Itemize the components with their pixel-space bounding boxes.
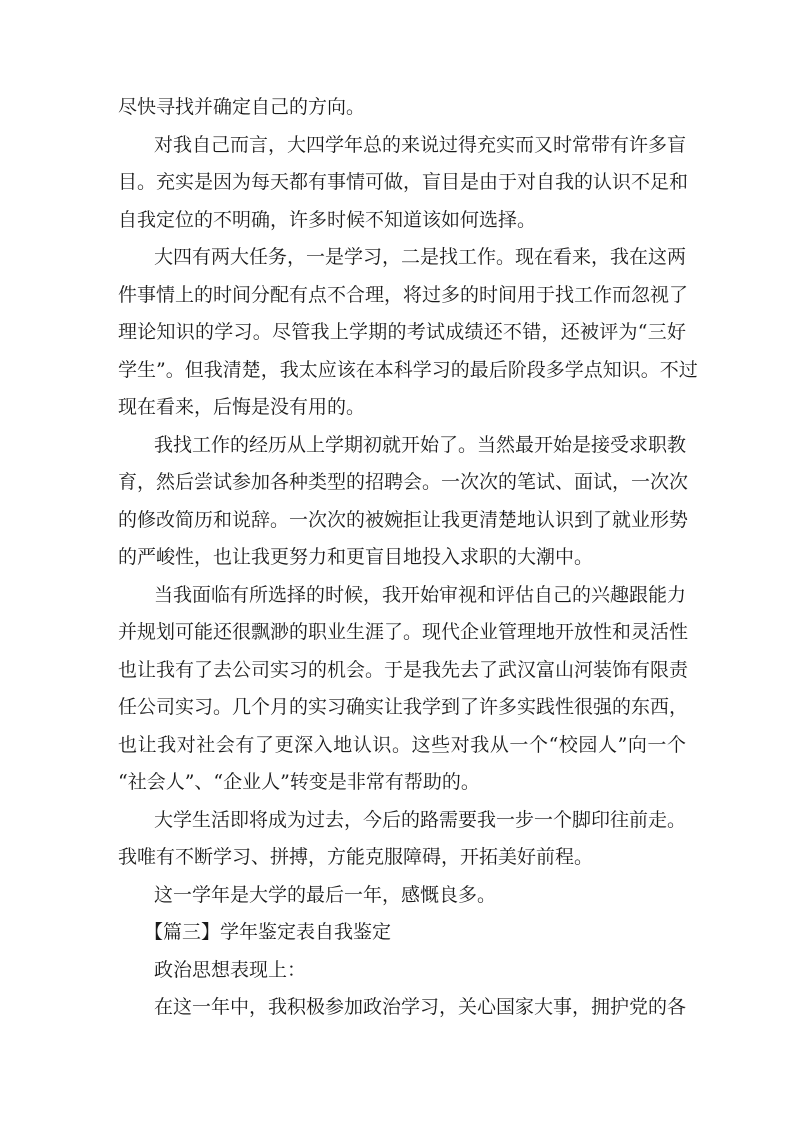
- paragraph-line: 尽快寻找并确定自己的方向。: [118, 96, 366, 118]
- paragraph-line: 理论知识的学习。尽管我上学期的考试成绩还不错，还被评为“三好: [118, 321, 686, 343]
- paragraph-line: 这一学年是大学的最后一年，感慨良多。: [154, 883, 497, 906]
- document-body: [118, 89, 698, 1027]
- paragraph-line: 大四有两大任务，一是学习，二是找工作。现在看来，我在这两: [154, 246, 687, 268]
- paragraph-line: 任公司实习。几个月的实习确实让我学到了许多实践性很强的东西，: [118, 696, 689, 718]
- paragraph-line: 对我自己而言，大四学年总的来说过得充实而又时常带有许多盲: [154, 133, 687, 156]
- paragraph-line: 我唯有不断学习、拼搏，方能克服障碍，开拓美好前程。: [118, 846, 594, 868]
- paragraph-line: 的修改简历和说辞。一次次的被婉拒让我更清楚地认识到了就业形势: [118, 508, 689, 531]
- paragraph-line: 大学生活即将成为过去，今后的路需要我一步一个脚印往前走。: [154, 808, 687, 831]
- paragraph-line: 的严峻性，也让我更努力和更盲目地投入求职的大潮中。: [118, 546, 594, 568]
- paragraph-line: 在这一年中，我积极参加政治学习，关心国家大事，拥护党的各: [154, 996, 687, 1018]
- paragraph-line: 目。充实是因为每天都有事情可做，盲目是由于对自我的认识不足和: [118, 171, 689, 193]
- section-heading: 【篇三】学年鉴定表自我鉴定: [144, 921, 392, 943]
- paragraph-line: 现在看来，后悔是没有用的。: [118, 396, 366, 418]
- paragraph-line: 并规划可能还很飘渺的职业生涯了。现代企业管理地开放性和灵活性: [118, 621, 689, 643]
- paragraph-line: 当我面临有所选择的时候，我开始审视和评估自己的兴趣跟能力: [154, 583, 687, 606]
- paragraph-line: 我找工作的经历从上学期初就开始了。当然最开始是接受求职教: [154, 433, 687, 456]
- paragraph-line: 育，然后尝试参加各种类型的招聘会。一次次的笔试、面试，一次次: [118, 471, 689, 493]
- paragraph-line: 也让我有了去公司实习的机会。于是我先去了武汉富山河装饰有限责: [118, 658, 689, 681]
- subheading-line: 政治思想表现上：: [154, 958, 307, 981]
- paragraph-line: 也让我对社会有了更深入地认识。这些对我从一个“校园人”向一个: [118, 733, 686, 756]
- paragraph-line: 学生”。但我清楚，我太应该在本科学习的最后阶段多学点知识。不过: [118, 358, 698, 381]
- paragraph-line: 件事情上的时间分配有点不合理，将过多的时间用于找工作而忽视了: [118, 283, 689, 306]
- paragraph-line: “社会人”、“企业人”转变是非常有帮助的。: [118, 771, 480, 793]
- paragraph-line: 自我定位的不明确，许多时候不知道该如何选择。: [118, 208, 537, 231]
